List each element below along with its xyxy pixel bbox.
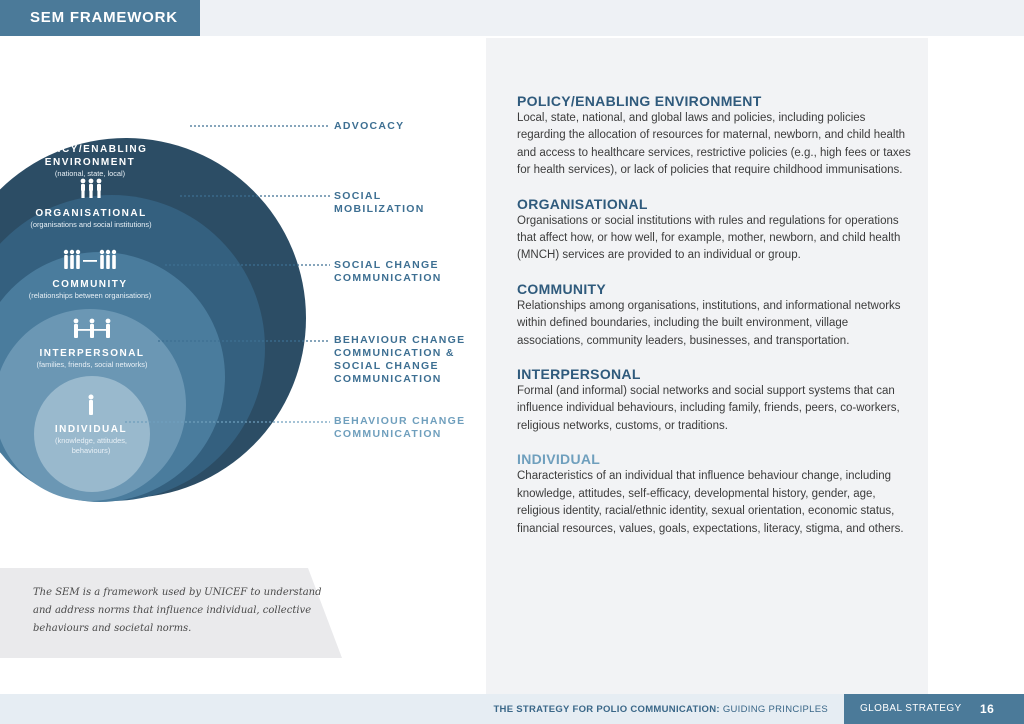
definition-body: Characteristics of an individual that influence behaviour change, including knowledge, attitudes, self-efficacy, developmental history, gender, age, religious identity, racial/ethnic identity, sexual orientation, economic status, financial resources, values, goals, expectations, literacy, stigma, and others. <box>517 470 904 535</box>
page-number: 16 <box>980 702 995 716</box>
definition-individual <box>517 450 917 538</box>
label-behaviour-change-communication: BEHAVIOUR CHANGE COMMUNICATION <box>334 415 466 440</box>
definition-body: Relationships among organisations, institutions, and informational networks within defined boundaries, including the built environment, village associations, community leaders, businesses, and transportation. <box>517 299 901 347</box>
level-interpersonal <box>26 318 158 370</box>
group-people-icon <box>78 178 104 200</box>
label-bcc-and-scc: BEHAVIOUR CHANGE COMMUNICATION & SOCIAL CHANGE COMMUNICATION <box>334 334 466 385</box>
level-title: ORGANISATIONAL <box>35 208 147 219</box>
footer-title-rest: GUIDING PRINCIPLES <box>722 704 828 715</box>
definition-title: ORGANISATIONAL <box>517 195 648 212</box>
definition-body: Local, state, national, and global laws and policies, including policies regarding the allocation of resources for maternal, newborn, and child health and access to healthcare services, restrictive policies (e.g., high fees or taxes for health services), or lack of policies that require childhood immunisations. <box>517 112 911 177</box>
level-policy <box>20 114 160 179</box>
label-social-change-communication: SOCIAL CHANGE COMMUNICATION <box>334 259 442 284</box>
definition-interpersonal <box>517 365 917 435</box>
label-social-mobilization: SOCIAL MOBILIZATION <box>334 190 425 215</box>
definition-policy <box>517 92 917 180</box>
definition-title: INDIVIDUAL <box>517 451 601 468</box>
footer-title-bold: THE STRATEGY FOR POLIO COMMUNICATION: <box>493 704 720 715</box>
definition-body: Organisations or social institutions with rules and regulations for operations that affect how, or how well, for example, mother, newborn, and child health (MNCH) services are provided to an individual or group. <box>517 214 901 262</box>
level-organisational <box>20 178 162 230</box>
level-title: COMMUNITY <box>52 279 128 290</box>
label-advocacy: ADVOCACY <box>334 120 405 132</box>
definition-title: INTERPERSONAL <box>517 366 641 383</box>
network-icon <box>70 114 110 136</box>
definitions-list <box>517 92 917 553</box>
person-icon <box>86 394 96 416</box>
connected-people-icon <box>72 318 112 340</box>
level-subtitle: (relationships between organisations) <box>28 291 152 300</box>
footer-section-box <box>844 694 1024 724</box>
community-people-icon <box>62 249 118 271</box>
section-tag: SEM FRAMEWORK <box>0 0 200 36</box>
level-community <box>26 249 154 301</box>
level-individual <box>42 394 140 456</box>
level-subtitle: (families, friends, social networks) <box>36 360 148 369</box>
footer-section-label: GLOBAL STRATEGY <box>860 703 962 714</box>
definition-title: COMMUNITY <box>517 280 607 297</box>
level-subtitle: (organisations and social institutions) <box>30 220 152 229</box>
definition-organisational <box>517 195 917 265</box>
definition-community <box>517 280 917 350</box>
level-title: INTERPERSONAL <box>39 348 145 359</box>
level-title: INDIVIDUAL <box>54 424 128 435</box>
level-subtitle: (national, state, local) <box>54 169 126 178</box>
level-title: POLICY/ENABLING ENVIRONMENT <box>32 144 148 168</box>
definition-title: POLICY/ENABLING ENVIRONMENT <box>517 93 762 109</box>
footer-document-title <box>493 704 828 715</box>
level-subtitle: (knowledge, attitudes, behaviours) <box>55 436 127 455</box>
framework-quote: The SEM is a framework used by UNICEF to understand and address norms that influence individual, collective behaviours and societal norms. <box>33 587 322 634</box>
definition-body: Formal (and informal) social networks and social support systems that can influence individual behaviours, including family, friends, peers, co-workers, religious networks, customs, or traditions. <box>517 385 900 432</box>
